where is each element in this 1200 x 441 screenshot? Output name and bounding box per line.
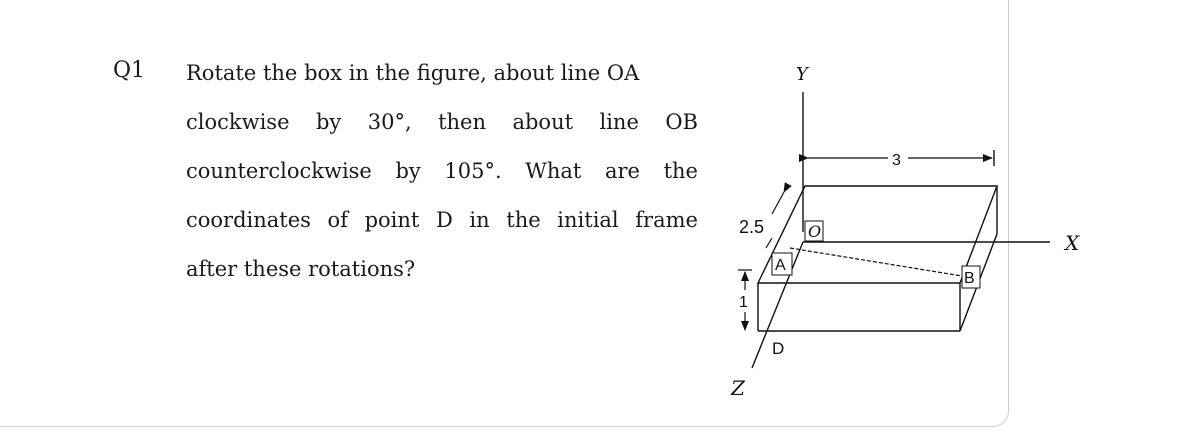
question-word: about [512, 110, 574, 134]
question-line-4 [186, 196, 698, 245]
y-axis-label: Y [796, 64, 808, 85]
question-word: OA [606, 61, 640, 85]
question-word: are [604, 159, 640, 183]
line-ab-dashed [790, 248, 962, 276]
question-line-2 [186, 98, 698, 147]
question-word: frame [635, 208, 698, 232]
question-word: in [348, 61, 369, 85]
question-word: What [525, 159, 582, 183]
question-word: counterclockwise [186, 159, 372, 183]
question-word: in [469, 208, 490, 232]
question-word: D [435, 208, 453, 232]
question-word: coordinates [186, 208, 311, 232]
dim-z-label: 1 [739, 294, 748, 311]
x-axis-label: X [1065, 231, 1080, 255]
question-word: about [493, 61, 555, 85]
question-word: box [304, 61, 342, 85]
box-figure [720, 40, 1120, 420]
point-o-label: O [808, 222, 822, 241]
question-word: Rotate [186, 61, 257, 85]
question-word: point [364, 208, 420, 232]
point-d-label: D [772, 339, 785, 358]
question-word: the [262, 61, 298, 85]
question-word: figure, [416, 61, 487, 85]
question-word: 105°. [444, 159, 502, 183]
question-word: then [438, 110, 487, 134]
box-top-face [758, 186, 997, 283]
question-word: by [315, 110, 342, 134]
question-word: clockwise [186, 110, 290, 134]
question-number: Q1 [113, 58, 146, 83]
question-word: after these rotations? [186, 257, 416, 281]
question-word: the [663, 159, 698, 183]
z-axis-label: Z [731, 376, 745, 400]
question-word: line [599, 110, 639, 134]
point-a-label: A [775, 257, 786, 274]
question-line-3 [186, 147, 698, 196]
dim-x-label: 3 [892, 152, 901, 169]
question-word: by [395, 159, 421, 183]
question-word: the [375, 61, 411, 85]
question-word: the [506, 208, 541, 232]
question-word: OB [665, 110, 698, 134]
question-line-5 [186, 245, 698, 294]
question-word: initial [557, 208, 619, 232]
dim-diag-arrow [772, 192, 784, 214]
question-word: 30°, [367, 110, 412, 134]
question-word: of [327, 208, 348, 232]
dim-diag-lower [766, 238, 772, 248]
question-line-1 [186, 49, 698, 98]
question-text [186, 49, 698, 294]
point-b-label: B [964, 270, 975, 287]
question-word: line [560, 61, 601, 85]
dim-diag-label: 2.5 [739, 217, 765, 237]
